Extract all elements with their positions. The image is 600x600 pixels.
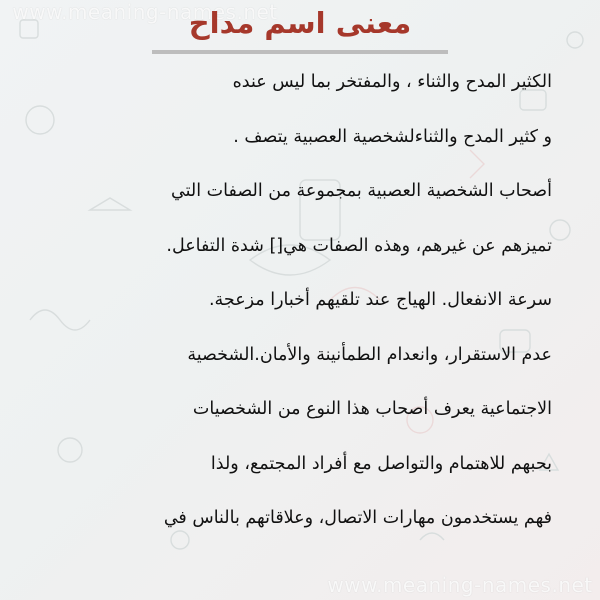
- text-line: الاجتماعية يعرف أصحاب هذا النوع من الشخصيات: [192, 399, 552, 419]
- text-line: سرعة الانفعال. الهياج عند تلقيهم أخبارا مزعجة.: [208, 290, 552, 310]
- meaning-text: [42, 64, 552, 555]
- text-line: و كثير المدح والثناءلشخصية العصبية يتصف .: [233, 126, 552, 147]
- text-line: فهم يستخدمون مهارات الاتصال، وعلاقاتهم بالناس في: [163, 508, 552, 528]
- page-title: معنى اسم مداح: [188, 6, 412, 40]
- watermark-bottom: www.meaning-names.net: [327, 573, 593, 597]
- text-line: تميزهم عن غيرهم، وهذه الصفات هي[] شدة التفاعل.: [166, 235, 552, 256]
- title-underline: [152, 50, 448, 54]
- watermark-top: www.meaning-names.net: [12, 0, 278, 24]
- text-line: عدم الاستقرار، وانعدام الطمأنينة والأمان.الشخصية: [187, 344, 552, 365]
- text-line: بحبهم للاهتمام والتواصل مع أفراد المجتمع، ولذا: [210, 453, 552, 474]
- text-line: الكثير المدح والثناء ، والمفتخر بما ليس عنده: [232, 72, 552, 92]
- text-line: أصحاب الشخصية العصبية بمجموعة من الصفات التي: [171, 181, 552, 201]
